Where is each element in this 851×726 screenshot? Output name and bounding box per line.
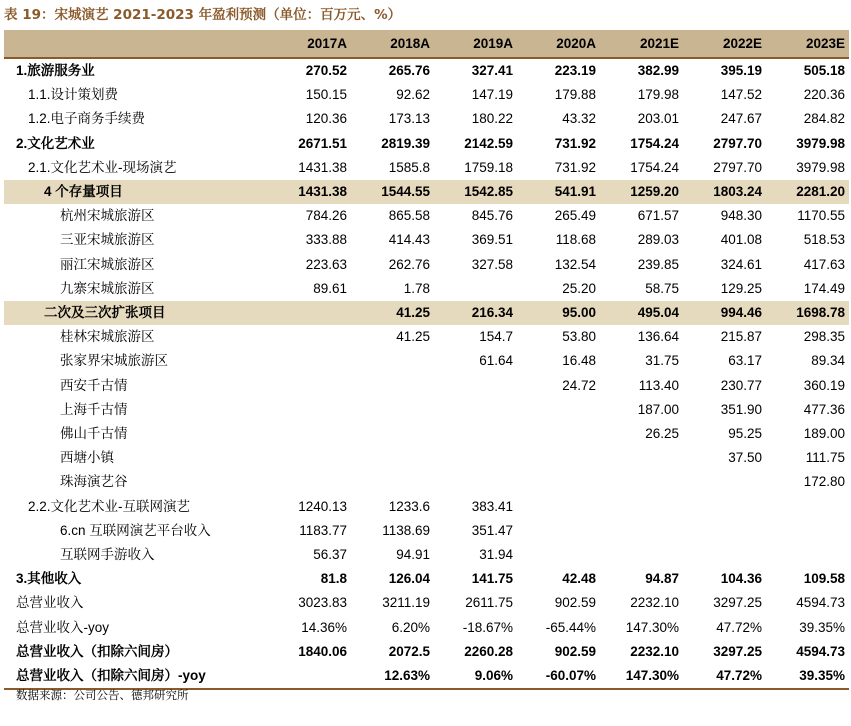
value-cell: 1431.38 <box>298 159 347 175</box>
value-cell: 327.58 <box>471 256 513 272</box>
value-cell: 89.61 <box>313 280 347 296</box>
value-cell: 220.36 <box>803 87 845 103</box>
value-cell <box>766 543 849 567</box>
value-cell: 3297.25 <box>713 595 762 611</box>
value-cell: 187.00 <box>637 401 679 417</box>
value-cell: 360.19 <box>803 377 845 393</box>
header-year: 2023E <box>766 30 849 58</box>
value-cell: 477.36 <box>803 401 845 417</box>
table-row <box>4 495 849 519</box>
value-cell: 1138.69 <box>382 522 430 538</box>
value-cell: 1754.24 <box>630 135 679 151</box>
value-cell <box>351 470 434 494</box>
value-cell: 9.06% <box>434 664 517 689</box>
value-cell <box>517 495 600 519</box>
table-row <box>4 398 849 422</box>
value-cell: 417.63 <box>803 256 845 272</box>
value-cell: 1542.85 <box>434 180 517 204</box>
header-year: 2017A <box>268 30 351 58</box>
table-row <box>4 301 849 325</box>
value-cell <box>600 519 683 543</box>
table-row <box>4 519 849 543</box>
value-cell: 39.35% <box>799 619 845 635</box>
value-cell: 180.22 <box>471 111 513 127</box>
value-cell: 1259.20 <box>600 180 683 204</box>
value-cell <box>766 519 849 543</box>
value-cell: 81.8 <box>320 571 347 587</box>
value-cell: 247.67 <box>720 111 762 127</box>
value-cell: 39.35% <box>766 664 849 689</box>
value-cell: 2611.75 <box>465 595 513 611</box>
value-cell <box>600 470 683 494</box>
value-cell: 327.41 <box>471 63 513 78</box>
value-cell: 270.52 <box>305 63 347 78</box>
table-row <box>4 543 849 567</box>
row-label: 互联网手游收入 <box>60 547 155 563</box>
table-row <box>4 132 849 156</box>
value-cell: 1803.24 <box>683 180 766 204</box>
value-cell: 369.51 <box>471 232 513 248</box>
value-cell <box>268 446 351 470</box>
source-note: 数据来源：公司公告、德邦研究所 <box>16 688 189 702</box>
value-cell: 223.19 <box>554 63 596 78</box>
value-cell <box>600 495 683 519</box>
value-cell: 265.49 <box>554 208 596 224</box>
table-row <box>4 58 849 83</box>
value-cell: 395.19 <box>720 63 762 78</box>
table-title: 表 19：宋城演艺 2021-2023 年盈利预测（单位：百万元、%） <box>4 7 402 23</box>
value-cell: 41.25 <box>396 329 430 345</box>
value-cell <box>268 422 351 446</box>
forecast-table <box>4 30 849 690</box>
value-cell: -60.07% <box>517 664 600 689</box>
row-label: 1.1.设计策划费 <box>28 87 119 103</box>
table-row <box>4 349 849 373</box>
table-row <box>4 83 849 107</box>
table-row <box>4 567 849 591</box>
row-label: 三亚宋城旅游区 <box>60 232 155 248</box>
value-cell: 223.63 <box>305 256 347 272</box>
value-cell: 1431.38 <box>268 180 351 204</box>
value-cell: 3979.98 <box>796 159 845 175</box>
value-cell: 215.87 <box>720 329 762 345</box>
table-row <box>4 664 849 689</box>
value-cell <box>434 277 517 301</box>
table-row <box>4 325 849 349</box>
value-cell: 147.19 <box>471 87 513 103</box>
value-cell <box>268 325 351 349</box>
value-cell: 518.53 <box>803 232 845 248</box>
value-cell: 189.00 <box>803 426 845 442</box>
value-cell: 1240.13 <box>298 498 347 514</box>
value-cell <box>434 446 517 470</box>
value-cell: 14.36% <box>301 619 347 635</box>
value-cell <box>434 422 517 446</box>
value-cell <box>268 664 351 689</box>
value-cell: 4594.73 <box>796 643 845 659</box>
value-cell: 994.46 <box>683 301 766 325</box>
row-label: 总营业收入 <box>16 595 84 611</box>
table-body <box>4 58 849 689</box>
value-cell: 16.48 <box>562 353 596 369</box>
value-cell: 141.75 <box>471 571 513 587</box>
value-cell: 58.75 <box>645 280 679 296</box>
value-cell: 731.92 <box>554 159 596 175</box>
value-cell <box>517 470 600 494</box>
value-cell <box>517 543 600 567</box>
table-row <box>4 422 849 446</box>
value-cell: 129.25 <box>720 280 762 296</box>
row-label: 佛山千古情 <box>60 426 128 442</box>
row-label: 杭州宋城旅游区 <box>60 208 155 224</box>
value-cell: 2281.20 <box>766 180 849 204</box>
value-cell: 401.08 <box>720 232 762 248</box>
value-cell: 120.36 <box>305 111 347 127</box>
value-cell: 414.43 <box>388 232 430 248</box>
row-label: 张家界宋城旅游区 <box>60 353 168 369</box>
value-cell: 25.20 <box>562 280 596 296</box>
header-row <box>4 30 849 58</box>
value-cell: 47.72% <box>716 619 762 635</box>
value-cell <box>351 349 434 373</box>
value-cell: 1233.6 <box>388 498 430 514</box>
value-cell: -18.67% <box>462 619 513 635</box>
value-cell: 382.99 <box>637 63 679 78</box>
table-row <box>4 204 849 228</box>
value-cell: 136.64 <box>637 329 679 345</box>
value-cell <box>600 543 683 567</box>
table-row <box>4 616 849 640</box>
value-cell: 24.72 <box>562 377 596 393</box>
value-cell: 845.76 <box>471 208 513 224</box>
value-cell: 1544.55 <box>351 180 434 204</box>
value-cell: 172.80 <box>803 474 845 490</box>
value-cell: 505.18 <box>803 63 845 78</box>
value-cell: 42.48 <box>562 571 596 587</box>
value-cell: 298.35 <box>803 329 845 345</box>
table-row <box>4 228 849 252</box>
value-cell: 104.36 <box>720 571 762 587</box>
value-cell: 333.88 <box>305 232 347 248</box>
value-cell: 865.58 <box>388 208 430 224</box>
value-cell: 118.68 <box>555 232 596 248</box>
row-label: 2.文化艺术业 <box>16 135 95 151</box>
value-cell: 2260.28 <box>464 643 513 659</box>
table-row <box>4 253 849 277</box>
value-cell: 94.87 <box>645 571 679 587</box>
value-cell <box>517 446 600 470</box>
row-label: 总营业收入-yoy <box>16 619 110 635</box>
value-cell <box>351 446 434 470</box>
header-year: 2022E <box>683 30 766 58</box>
value-cell <box>268 398 351 422</box>
value-cell: 113.40 <box>638 377 679 393</box>
value-cell: 671.57 <box>637 208 679 224</box>
value-cell: 351.90 <box>720 401 762 417</box>
value-cell: 95.25 <box>728 426 762 442</box>
header-label-cell <box>4 30 268 58</box>
table-row <box>4 446 849 470</box>
value-cell <box>766 495 849 519</box>
value-cell: 495.04 <box>600 301 683 325</box>
value-cell: 95.00 <box>517 301 600 325</box>
value-cell: 179.98 <box>637 87 679 103</box>
value-cell <box>683 543 766 567</box>
value-cell <box>434 398 517 422</box>
value-cell <box>600 446 683 470</box>
value-cell <box>351 422 434 446</box>
row-label: 2.1.文化艺术业-现场演艺 <box>28 159 177 175</box>
table-row <box>4 277 849 301</box>
row-label: 3.其他收入 <box>16 571 82 587</box>
row-label: 上海千古情 <box>60 401 128 417</box>
value-cell <box>268 374 351 398</box>
value-cell: 3979.98 <box>796 135 845 151</box>
row-label: 西安千古情 <box>60 377 128 393</box>
value-cell: 41.25 <box>351 301 434 325</box>
value-cell: 126.04 <box>388 571 430 587</box>
value-cell <box>351 374 434 398</box>
value-cell: 2142.59 <box>464 135 513 151</box>
value-cell: 284.82 <box>803 111 845 127</box>
row-label: 珠海演艺谷 <box>60 474 128 490</box>
value-cell <box>683 519 766 543</box>
value-cell: 1183.77 <box>299 522 347 538</box>
table-row <box>4 107 849 131</box>
table-row <box>4 470 849 494</box>
value-cell: 3023.83 <box>298 595 347 611</box>
row-label: 二次及三次扩张项目 <box>4 301 268 325</box>
row-label: 1.2.电子商务手续费 <box>28 111 146 127</box>
value-cell <box>683 470 766 494</box>
value-cell: 3211.19 <box>382 595 430 611</box>
value-cell: 351.47 <box>471 522 513 538</box>
header-year: 2020A <box>517 30 600 58</box>
row-label: 桂林宋城旅游区 <box>60 329 155 345</box>
value-cell: 324.61 <box>720 256 762 272</box>
value-cell <box>434 470 517 494</box>
value-cell: 150.15 <box>305 87 347 103</box>
value-cell: 230.77 <box>720 377 762 393</box>
header-year: 2021E <box>600 30 683 58</box>
value-cell: 174.49 <box>803 280 845 296</box>
value-cell <box>683 495 766 519</box>
value-cell: 147.52 <box>720 87 762 103</box>
value-cell: 1698.78 <box>766 301 849 325</box>
value-cell: 43.32 <box>562 111 596 127</box>
value-cell: 147.30% <box>625 619 679 635</box>
value-cell: 47.72% <box>683 664 766 689</box>
row-label: 1.旅游服务业 <box>16 63 95 78</box>
table-row <box>4 180 849 204</box>
value-cell: 1754.24 <box>630 159 679 175</box>
value-cell: 1840.06 <box>298 643 347 659</box>
header-year: 2019A <box>434 30 517 58</box>
value-cell <box>268 470 351 494</box>
value-cell: 265.76 <box>388 63 430 78</box>
value-cell: 61.64 <box>479 353 513 369</box>
value-cell: 731.92 <box>554 135 596 151</box>
value-cell: 173.13 <box>388 111 430 127</box>
value-cell: 92.62 <box>396 87 430 103</box>
row-label: 总营业收入（扣除六间房）-yoy <box>4 664 268 689</box>
value-cell: 2797.70 <box>713 135 762 151</box>
value-cell: 6.20% <box>391 619 430 635</box>
row-label: 西塘小镇 <box>60 450 114 466</box>
value-cell <box>517 519 600 543</box>
value-cell: 541.91 <box>517 180 600 204</box>
value-cell: 203.01 <box>637 111 679 127</box>
value-cell: 111.75 <box>805 450 845 466</box>
row-label: 6.cn 互联网演艺平台收入 <box>60 522 211 538</box>
value-cell: 2232.10 <box>630 595 679 611</box>
row-label: 九寨宋城旅游区 <box>60 280 155 296</box>
value-cell: 902.59 <box>554 595 596 611</box>
value-cell: 12.63% <box>351 664 434 689</box>
value-cell: 31.94 <box>479 547 513 563</box>
value-cell: 147.30% <box>600 664 683 689</box>
value-cell: 3297.25 <box>713 643 762 659</box>
value-cell <box>351 398 434 422</box>
row-label: 总营业收入（扣除六间房） <box>16 643 178 659</box>
row-label: 4 个存量项目 <box>4 180 268 204</box>
value-cell: 784.26 <box>305 208 347 224</box>
value-cell <box>434 374 517 398</box>
value-cell: 1585.8 <box>388 159 430 175</box>
value-cell <box>517 398 600 422</box>
value-cell: 216.34 <box>434 301 517 325</box>
value-cell: 94.91 <box>396 547 430 563</box>
value-cell: -65.44% <box>545 619 596 635</box>
value-cell: 56.37 <box>313 547 347 563</box>
value-cell: 289.03 <box>637 232 679 248</box>
value-cell: 948.30 <box>720 208 762 224</box>
value-cell: 26.25 <box>645 426 679 442</box>
value-cell: 2671.51 <box>298 135 347 151</box>
value-cell: 132.54 <box>554 256 596 272</box>
value-cell: 239.85 <box>637 256 679 272</box>
table-row <box>4 640 849 664</box>
header-year: 2018A <box>351 30 434 58</box>
value-cell: 262.76 <box>388 256 430 272</box>
value-cell: 1759.18 <box>464 159 513 175</box>
value-cell: 2232.10 <box>630 643 679 659</box>
value-cell: 902.59 <box>554 643 596 659</box>
value-cell: 179.88 <box>554 87 596 103</box>
value-cell: 1170.55 <box>797 208 845 224</box>
table-row <box>4 156 849 180</box>
value-cell: 53.80 <box>562 329 596 345</box>
value-cell: 1.78 <box>403 280 430 296</box>
value-cell: 383.41 <box>471 498 513 514</box>
value-cell: 31.75 <box>645 353 679 369</box>
value-cell <box>268 301 351 325</box>
value-cell: 2797.70 <box>713 159 762 175</box>
table-row <box>4 374 849 398</box>
value-cell: 4594.73 <box>796 595 845 611</box>
value-cell: 154.7 <box>479 329 513 345</box>
value-cell: 2819.39 <box>381 135 430 151</box>
value-cell: 63.17 <box>728 353 762 369</box>
value-cell: 37.50 <box>728 450 762 466</box>
table-row <box>4 591 849 615</box>
value-cell: 109.58 <box>803 571 845 587</box>
row-label: 2.2.文化艺术业-互联网演艺 <box>28 498 191 514</box>
value-cell <box>517 422 600 446</box>
value-cell <box>268 349 351 373</box>
value-cell: 89.34 <box>811 353 845 369</box>
value-cell: 2072.5 <box>388 643 430 659</box>
row-label: 丽江宋城旅游区 <box>60 256 155 272</box>
